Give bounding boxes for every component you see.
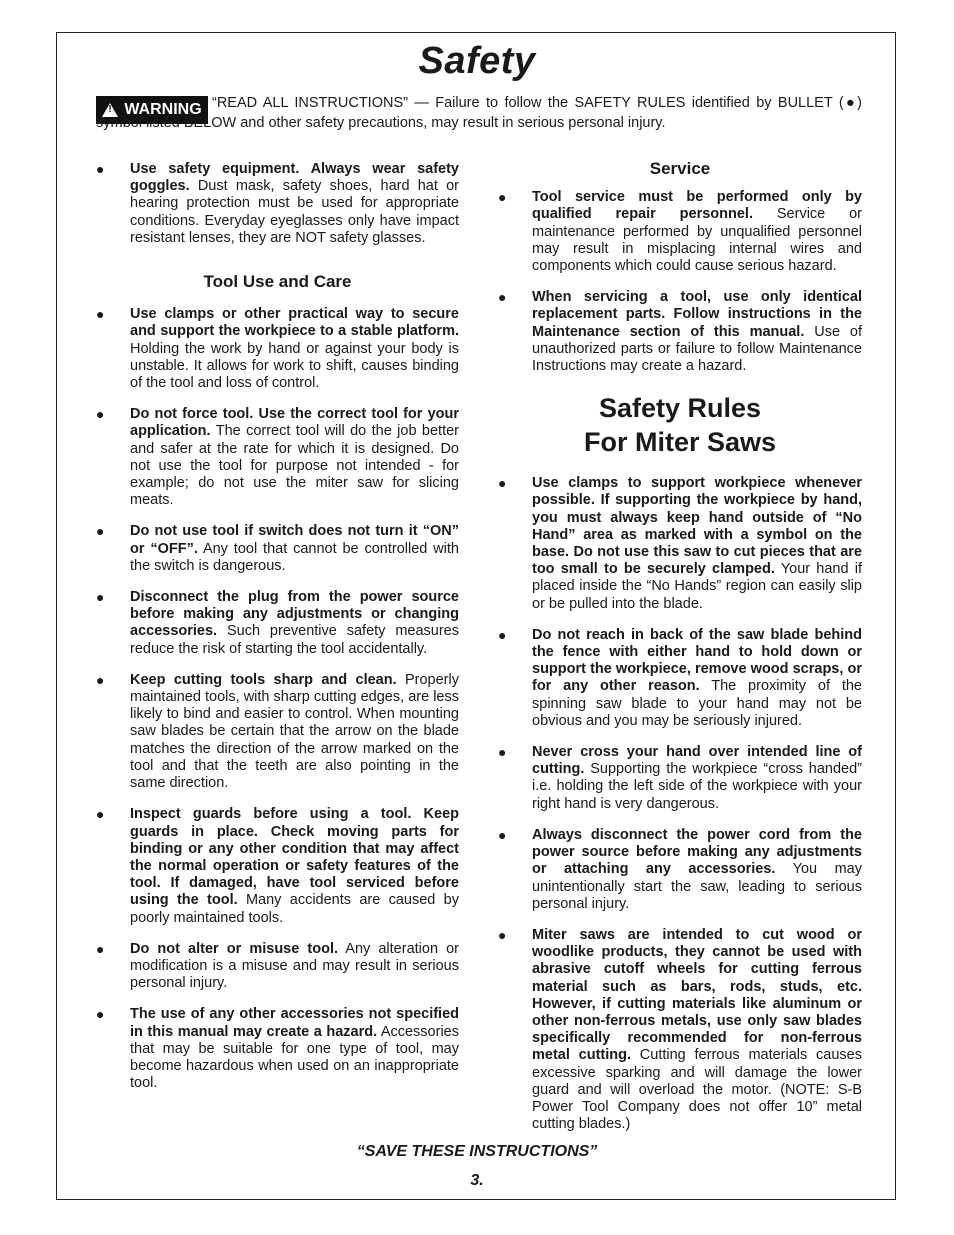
list-item [96,941,459,993]
item-bold: Always disconnect the power cord from the power source before making any adjustments or attaching any accessories. [532,826,862,878]
item-text: The correct tool will do the job better and safer at the rate for which it is designed. Do not use the tool for purpose not intended - for example; do not use the miter saw for slicing meats. [130,423,459,509]
bullet-icon: ● [96,306,105,323]
bullet-icon: ● [96,589,105,606]
heading-line-2: For Miter Saws [583,427,777,458]
bullet-icon: ● [96,1006,105,1023]
right-column [498,160,862,1147]
list-item [96,306,459,392]
list-item [498,927,862,1133]
item-bold: Miter saws are intended to cut wood or woodlike products, they cannot be used with abrasive cutoff wheels for cutting ferrous material such as bars, rods, studs, etc. However, if cutting materials like aluminum or other non-ferrous metals, use only saw blades specifically recommended for non-ferrous metal cutting. [532,926,862,1064]
page-title: Safety [418,40,536,82]
list-item [498,827,862,913]
list-item [96,589,459,658]
item-text: Use of unauthorized parts or failure to follow Maintenance Instructions may create a hazard. [532,323,863,375]
list-item [498,627,862,730]
item-bold: The use of any other accessories not specified in this manual may create a hazard. [130,1006,459,1040]
item-bold: Do not use tool if switch does not turn it “ON” or “OFF”. [130,523,459,557]
save-instructions-footer: “SAVE THESE INSTRUCTIONS” [356,1143,598,1160]
item-bold: When servicing a tool, use only identical replacement parts. Follow instructions in the Maintenance section of this manual. [532,289,862,340]
item-text: Any alteration or modification is a misuse and may result in serious personal injury. [130,940,459,992]
section-heading-miter-saw-rules [498,391,862,459]
bullet-icon: ● [498,626,507,643]
warning-label: WARNING [124,101,202,118]
item-text: Holding the work by hand or against your body is unstable. It allows for work to shift, causes binding of the tool and loss of control. [130,340,459,392]
item-text: Such preventive safety measures reduce the risk of starting the tool accidentally. [130,623,459,657]
page-number: 3. [470,1172,484,1189]
bullet-icon: ● [96,806,105,823]
item-text: Properly maintained tools, with sharp cutting edges, are less likely to bind and easier to control. When mounting saw blades be certain that the arrow on the blade matches the direction of the arrow marked on the tool and that the teeth are also pointing in the same direction. [130,671,459,792]
left-column [96,161,459,1106]
item-text: Service or maintenance performed by unqualified personnel may result in misplacing internal wires and components which could cause serious hazard. [532,206,862,275]
section-heading-tool-use: Tool Use and Care [203,272,352,292]
bullet-icon: ● [96,940,105,957]
list-item [96,1006,459,1092]
heading-line-1: Safety Rules [598,393,762,424]
bullet-icon: ● [498,826,507,843]
item-text: Many accidents are caused by poorly maintained tools. [130,892,459,926]
bullet-icon: ● [498,289,507,306]
list-item [498,289,862,375]
section-heading-service: Service [649,159,711,178]
bullet-icon: ● [498,926,507,943]
item-text: You may unintentionally start the saw, leading to serious personal injury. [532,861,862,912]
item-bold: Keep cutting tools sharp and clean. [130,671,397,688]
bullet-icon: ● [96,406,105,423]
item-text: Your hand if placed inside the “No Hands” region can easily slip or be pulled into the blade. [532,561,862,612]
intro-paragraph: “READ ALL INSTRUCTIONS” — Failure to follow the SAFETY RULES identified by BULLET (●) symbol listed BELOW and other safety precautions, may result in serious personal injury. [96,95,862,131]
item-bold: Do not force tool. Use the correct tool for your application. [130,406,459,440]
item-text: Cutting ferrous materials causes excessive sparking and will damage the lower guard and will overload the motor. (NOTE: S-B Power Tool Company does not offer 10” metal cutting blades.) [532,1047,862,1133]
bullet-icon: ● [498,475,507,492]
item-bold: Do not alter or misuse tool. [130,940,338,957]
item-bold: Inspect guards before using a tool. Keep guards in place. Check moving parts for binding or any other condition that may affect the normal operation or safety features of the tool. If damaged, have tool serviced before using the tool. [130,806,459,909]
bullet-icon: ● [498,744,507,761]
bullet-icon: ● [96,671,105,688]
list-item [96,406,459,509]
list-item [96,161,459,247]
item-bold: Use clamps to support workpiece whenever possible. If supporting the workpiece by hand, you must always keep hand outside of “No Hand” area as marked with a symbol on the base. Do not use this saw to cut pieces that are too small to be securely clamped. [532,475,862,578]
list-item [96,806,459,926]
item-bold: Disconnect the plug from the power source before making any adjustments or changing accessories. [130,589,459,640]
list-item [96,672,459,792]
item-bold: Never cross your hand over intended line of cutting. [532,744,862,778]
item-text: Accessories that may be suitable for one type of tool, may become hazardous when used on an inappropriate tool. [130,1023,459,1092]
list-item [498,189,862,275]
bullet-icon: ● [96,161,105,177]
item-bold: Use clamps or other practical way to secure and support the workpiece to a stable platform. [130,306,459,340]
bullet-icon: ● [498,189,507,206]
item-text: Any tool that cannot be controlled with the switch is dangerous. [130,540,459,574]
item-bold: Do not reach in back of the saw blade behind the fence with either hand to hold down or support the workpiece, remove wood scraps, or for any other reason. [532,626,862,695]
item-text: The proximity of the spinning saw blade to your hand may not be obvious and you may be seriously injured. [532,678,862,729]
item-text: Supporting the workpiece “cross handed” i.e. holding the left side of the workpiece with your right hand is very dangerous. [532,761,862,812]
list-item [498,744,862,813]
item-bold: Use safety equipment. Always wear safety goggles. [130,161,459,195]
list-item [96,523,459,575]
bullet-icon: ● [96,523,105,540]
item-bold: Tool service must be performed only by qualified repair personnel. [532,189,862,223]
list-item [498,475,862,613]
item-text: Dust mask, safety shoes, hard hat or hearing protection must be used for appropriate conditions. Everyday eyeglasses only have impact resistant lenses, they are NOT safety glasses. [130,178,459,246]
